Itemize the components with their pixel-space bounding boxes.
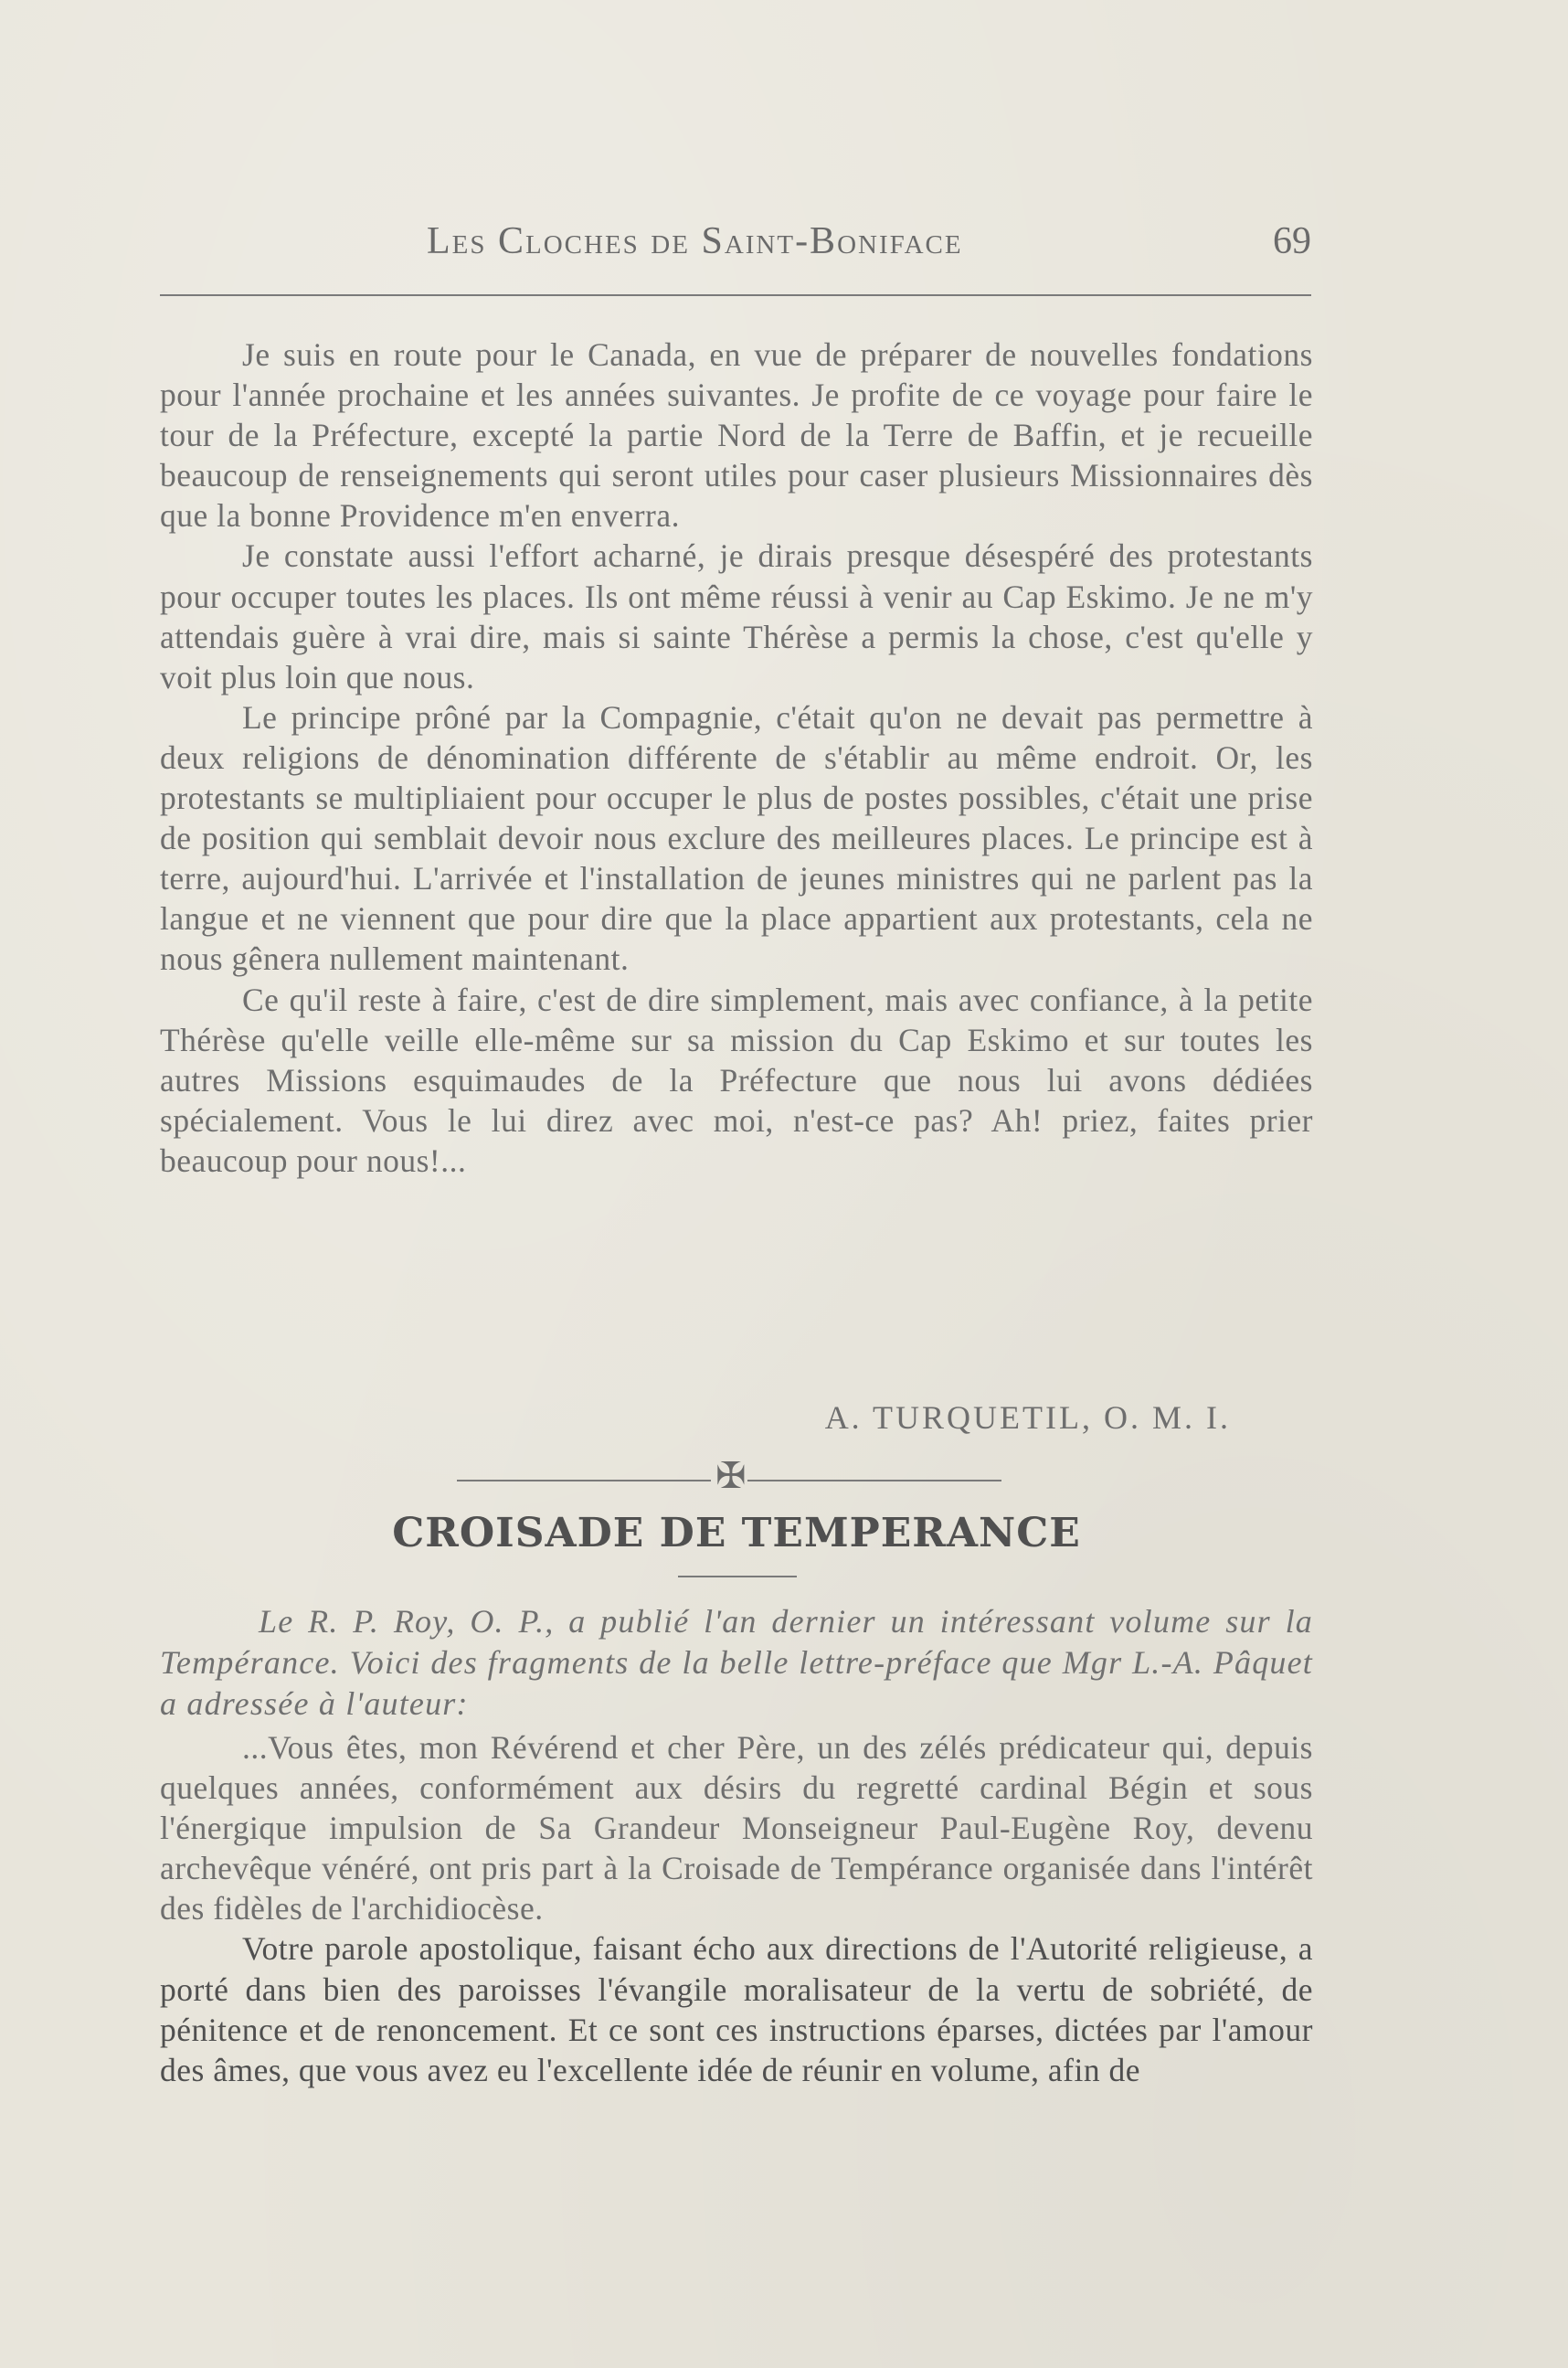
cross-icon: ✠ bbox=[715, 1455, 747, 1497]
section-body bbox=[160, 1727, 1313, 2090]
page-header bbox=[160, 219, 1311, 274]
section-intro bbox=[160, 1601, 1313, 1725]
header-rule bbox=[160, 294, 1311, 296]
letter-paragraph: Ce qu'il reste à faire, c'est de dire simplement, mais avec confiance, à la petite Thérèse qu'elle veille elle-même sur sa mission du Cap Eskimo et sur toutes les autres Missions esquimaudes de la Préfecture que nous lui avons dédiées spécialement. Vous le lui direz avec moi, n'est-ce pas? Ah! priez, faites prier beaucoup pour nous!... bbox=[160, 981, 1313, 1179]
page-number: 69 bbox=[1273, 220, 1311, 262]
letter-body bbox=[160, 334, 1313, 1181]
letter-paragraph: Je suis en route pour le Canada, en vue de préparer de nouvelles fondations pour l'année prochaine et les années suivantes. Je profite de ce voyage pour faire le tour de la Préfecture, excepté la partie Nord de la Terre de Baffin, et je recueille beaucoup de renseignements qui seront utiles pour caser plusieurs Missionnaires dès que la bonne Providence m'en enverra. bbox=[160, 336, 1313, 535]
letter-paragraph: Le principe prôné par la Compagnie, c'était qu'on ne devait pas permettre à deux religions de dénomination différente de s'établir au même endroit. Or, les protestants se multipliaient pour occuper le plus de postes possibles, c'était une prise de position qui semblait devoir nous exclure des meilleures places. Le principe est à terre, aujourd'hui. L'arrivée et l'installation de jeunes ministres qui ne parlent pas la langue et ne viennent que pour dire que la place appartient aux protestants, cela ne nous gênera nullement maintenant. bbox=[160, 698, 1313, 978]
section-divider bbox=[457, 1455, 1001, 1497]
divider-line-left bbox=[457, 1480, 711, 1481]
title-underline bbox=[678, 1576, 797, 1577]
section-title: CROISADE DE TEMPERANCE bbox=[392, 1510, 1081, 1556]
section-paragraph: ...Vous êtes, mon Révérend et cher Père, un des zélés prédicateur qui, depuis quelques années, conformément aux désirs du regretté cardinal Bégin et sous l'énergique impulsion de Sa Grandeur Monseigneur Paul-Eugène Roy, devenu archevêque vénéré, ont pris part à la Croisade de Tempérance organisée dans l'intérêt des fidèles de l'archidiocèse. bbox=[160, 1729, 1313, 1927]
intro-paragraph: Le R. P. Roy, O. P., a publié l'an dernier un intéressant volume sur la Tempérance. Voici des fragments de la belle lettre-préface que Mgr L.-A. Pâquet a adressée à l'auteur: bbox=[160, 1603, 1313, 1722]
section-paragraph: Votre parole apostolique, faisant écho aux directions de l'Autorité religieuse, a porté dans bien des paroisses l'évangile moralisateur de la vertu de sobriété, de pénitence et de renoncement. Et ce sont ces instructions éparses, dictées par l'amour des âmes, que vous avez eu l'excellente idée de réunir en volume, afin de bbox=[160, 1930, 1313, 2088]
divider-line-right bbox=[747, 1480, 1001, 1481]
running-title: Les Cloches de Saint-Boniface bbox=[427, 220, 963, 262]
letter-signature: A. TURQUETIL, O. M. I. bbox=[824, 1399, 1231, 1436]
letter-paragraph: Je constate aussi l'effort acharné, je dirais presque désespéré des protestants pour occuper toutes les places. Ils ont même réussi à venir au Cap Eskimo. Je ne m'y attendais guère à vrai dire, mais si sainte Thérèse a permis la chose, c'est qu'elle y voit plus loin que nous. bbox=[160, 537, 1313, 696]
